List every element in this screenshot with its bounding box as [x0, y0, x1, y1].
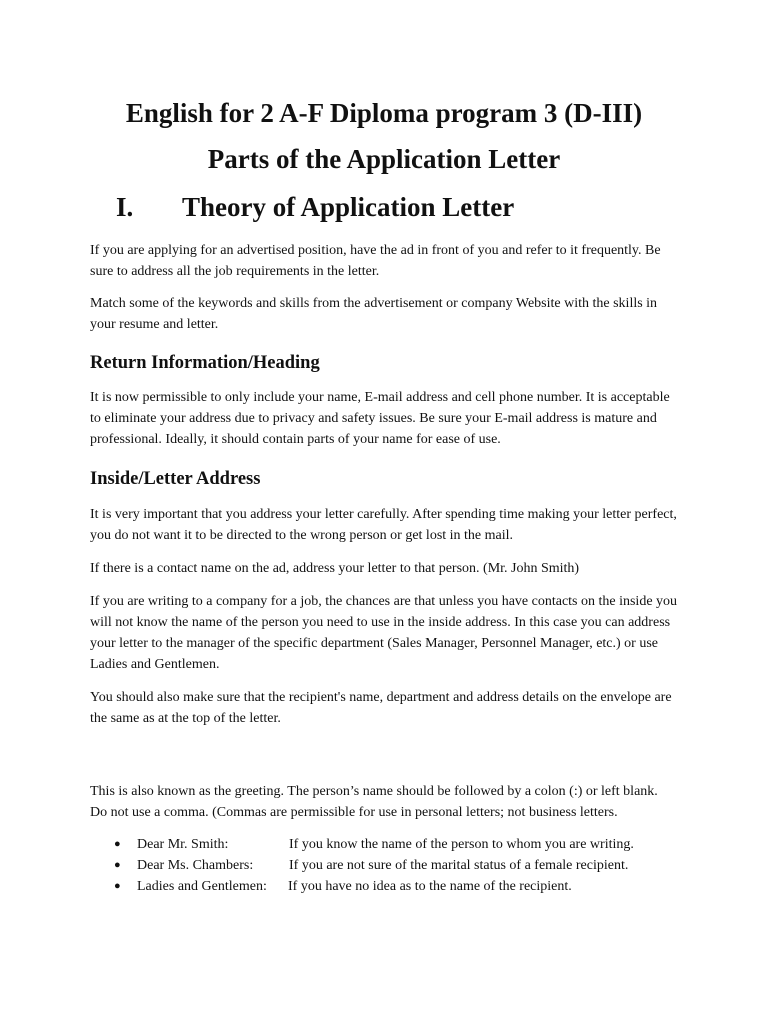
list-item [90, 855, 678, 876]
return-info-paragraph: It is now permissible to only include your name, E-mail address and cell phone number. It is acceptable to eliminate your address due to privacy and safety issues. Be sure your E-mail address is mature and professional. Ideally, it should contain parts of your name for ease of use. [90, 390, 670, 447]
section-number: I. [116, 192, 134, 222]
section-heading-text: Theory of Application Letter [182, 192, 515, 222]
inside-address-paragraph-2: If there is a contact name on the ad, address your letter to that person. (Mr. John Smith) [90, 561, 580, 576]
bullet-icon: ● [114, 880, 121, 892]
salutation-example: Dear Ms. Chambers: [137, 858, 254, 873]
bullet-icon: ● [114, 859, 121, 871]
intro-paragraph-1: If you are applying for an advertised position, have the ad in front of you and refer to it frequently. Be sure to address all the job requirements in the letter. [90, 243, 661, 279]
salutation-examples-list [90, 834, 678, 897]
return-info-heading: Return Information/Heading [90, 353, 320, 373]
salutation-example: Dear Mr. Smith: [137, 837, 229, 852]
section-heading [90, 179, 678, 227]
salutation-example: Ladies and Gentlemen: [137, 879, 267, 894]
inside-address-paragraph-1: It is very important that you address your letter carefully. After spending time making your letter perfect, you do not want it to be directed to the wrong person or get lost in the mail. [90, 507, 677, 543]
greeting-paragraph: This is also known as the greeting. The person’s name should be followed by a colon (:) or left blank. Do not use a comma. (Commas are permissible for use in personal letters; not business letters. [90, 784, 658, 820]
list-item [90, 834, 678, 855]
document-title: English for 2 A-F Diploma program 3 (D-III) [125, 98, 643, 128]
list-item [90, 876, 678, 897]
salutation-usage: If you have no idea as to the name of the recipient. [288, 879, 572, 894]
document-subtitle: Parts of the Application Letter [207, 144, 561, 174]
bullet-icon: ● [114, 838, 121, 850]
salutation-usage: If you know the name of the person to whom you are writing. [289, 837, 634, 852]
inside-address-paragraph-4: You should also make sure that the recipient's name, department and address details on the envelope are the same as at the top of the letter. [90, 690, 672, 726]
salutation-usage: If you are not sure of the marital status of a female recipient. [289, 858, 629, 873]
inside-address-paragraph-3: If you are writing to a company for a job, the chances are that unless you have contacts on the inside you will not know the name of the person you need to use in the inside address. In this case you can address your letter to the manager of the specific department (Sales Manager, Personnel Manager, etc.) or use Ladies and Gentlemen. [90, 594, 678, 672]
inside-address-heading: Inside/Letter Address [90, 469, 261, 489]
intro-paragraph-2: Match some of the keywords and skills from the advertisement or company Website with the skills in your resume and letter. [90, 296, 658, 332]
